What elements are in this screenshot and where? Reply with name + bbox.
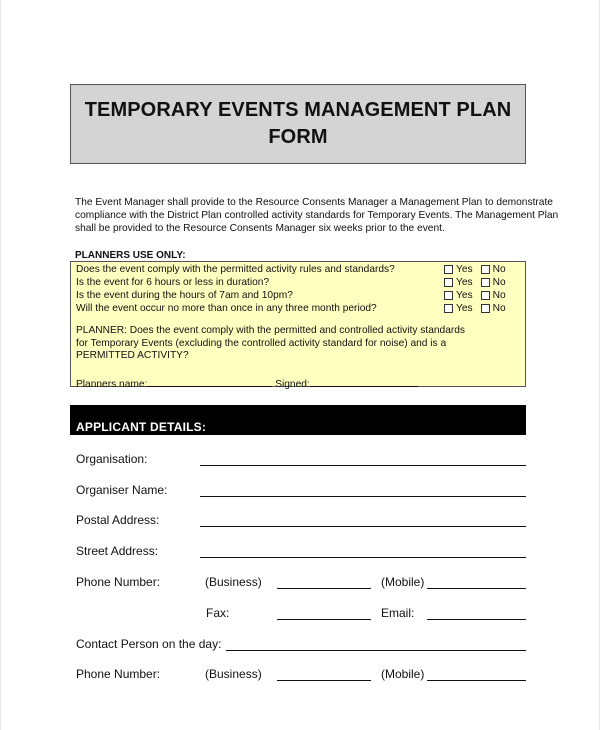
- planners-name-field[interactable]: [147, 377, 272, 387]
- signed-field[interactable]: [310, 377, 418, 387]
- street-address-label: Street Address:: [76, 544, 159, 558]
- intro-paragraph: [75, 196, 559, 235]
- planner-question: [76, 325, 465, 363]
- organisation-field[interactable]: [200, 465, 526, 466]
- yes-checkbox-1[interactable]: [444, 265, 453, 274]
- street-address-field[interactable]: [200, 557, 526, 558]
- yes-checkbox-3[interactable]: [444, 291, 453, 300]
- intro-line-3: shall be provided to the Resource Consents Manager six weeks prior to the event.: [75, 223, 445, 234]
- answer-row-4: [444, 303, 506, 314]
- planner-sign-row: [76, 377, 418, 390]
- postal-address-label: Postal Address:: [76, 513, 160, 527]
- no-label: No: [492, 303, 506, 314]
- applicant-details-heading: APPLICANT DETAILS:: [76, 420, 207, 434]
- planners-heading: PLANNERS USE ONLY:: [75, 250, 186, 261]
- answer-row-3: [444, 290, 506, 301]
- yes-label: Yes: [456, 290, 473, 301]
- question-2: Is the event for 6 hours or less in duration?: [76, 277, 270, 288]
- yes-label: Yes: [456, 264, 473, 275]
- no-label: No: [492, 277, 506, 288]
- no-label: No: [492, 290, 506, 301]
- email-field[interactable]: [427, 619, 526, 620]
- postal-address-field[interactable]: [200, 526, 526, 527]
- yes-label: Yes: [456, 277, 473, 288]
- no-checkbox-2[interactable]: [481, 278, 490, 287]
- question-4: Will the event occur no more than once in any three month period?: [76, 303, 377, 314]
- fax-label: Fax:: [206, 606, 230, 620]
- planner-question-line-2: for Temporary Events (excluding the controlled activity standard for noise) and is a: [76, 337, 447, 349]
- page-title: [85, 97, 512, 151]
- intro-line-2: compliance with the District Plan controlled activity standards for Temporary Events. The Management Plan: [75, 210, 559, 221]
- yes-checkbox-2[interactable]: [444, 278, 453, 287]
- planners-name-label: Planners name:: [76, 379, 148, 390]
- organiser-name-label: Organiser Name:: [76, 483, 168, 497]
- business-label-2: (Business): [205, 667, 262, 681]
- signed-label: Signed:: [275, 379, 310, 390]
- fax-field[interactable]: [277, 619, 371, 620]
- question-3: Is the event during the hours of 7am and 10pm?: [76, 290, 293, 301]
- question-1: Does the event comply with the permitted activity rules and standards?: [76, 264, 395, 275]
- organisation-label: Organisation:: [76, 452, 148, 466]
- planner-question-line-1: PLANNER: Does the event comply with the permitted and controlled activity standards: [76, 325, 466, 336]
- planners-section: [70, 261, 526, 390]
- title-line-1: TEMPORARY EVENTS MANAGEMENT PLAN: [84, 99, 512, 121]
- no-label: No: [492, 264, 506, 275]
- planner-question-line-3: PERMITTED ACTIVITY?: [76, 350, 189, 361]
- contact-person-field[interactable]: [226, 650, 526, 651]
- answer-row-2: [444, 277, 506, 288]
- mobile-label: (Mobile): [381, 575, 425, 589]
- title-line-2: FORM: [268, 126, 328, 148]
- business-label: (Business): [205, 575, 262, 589]
- no-checkbox-4[interactable]: [481, 304, 490, 313]
- mobile-phone-field-2[interactable]: [427, 680, 526, 681]
- answer-row-1: [444, 264, 506, 275]
- no-checkbox-3[interactable]: [481, 291, 490, 300]
- yes-checkbox-4[interactable]: [444, 304, 453, 313]
- email-label: Email:: [381, 606, 415, 620]
- mobile-phone-field[interactable]: [427, 588, 526, 589]
- organiser-name-field[interactable]: [200, 496, 526, 497]
- phone-number-label: Phone Number:: [76, 575, 161, 589]
- yes-label: Yes: [456, 303, 473, 314]
- phone-number-label-2: Phone Number:: [76, 667, 161, 681]
- mobile-label-2: (Mobile): [381, 667, 425, 681]
- no-checkbox-1[interactable]: [481, 265, 490, 274]
- business-phone-field[interactable]: [277, 588, 371, 589]
- title-box: [70, 84, 526, 164]
- business-phone-field-2[interactable]: [277, 680, 371, 681]
- intro-line-1: The Event Manager shall provide to the Resource Consents Manager a Management Plan to demonstrate: [75, 197, 553, 208]
- contact-person-label: Contact Person on the day:: [76, 637, 222, 651]
- applicant-details-header: [70, 405, 526, 435]
